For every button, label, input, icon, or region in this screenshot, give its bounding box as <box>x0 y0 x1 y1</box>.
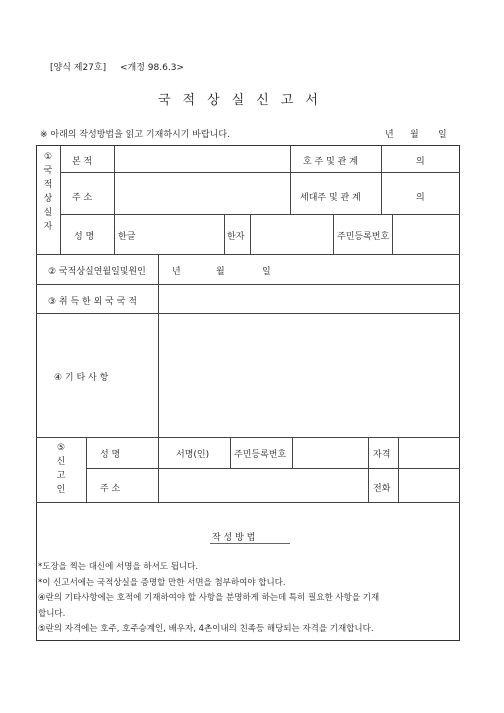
section5-side-char: 신 <box>56 457 66 467</box>
section5-side-char: 인 <box>56 485 66 495</box>
address-label: 주 소 <box>72 193 93 203</box>
loss-date-label: ② 국적상실연월일및원인 <box>48 267 146 277</box>
household-relation-field[interactable] <box>382 174 412 213</box>
section5-side-label <box>36 441 86 497</box>
section1-number: ① <box>43 152 53 162</box>
reporter-id-label: 주민등록번호 <box>234 450 287 460</box>
row-divider <box>36 254 460 255</box>
household-head-relation-label: 호 주 및 관 계 <box>303 157 358 167</box>
reporter-qualification-label: 자격 <box>373 450 391 460</box>
col-divider <box>230 437 231 468</box>
loss-date-field[interactable] <box>159 256 459 283</box>
address-field[interactable] <box>115 174 289 213</box>
col-divider <box>290 145 291 214</box>
revision-note: <개정 98.6.3> <box>120 63 184 73</box>
resident-id-field[interactable] <box>393 216 459 253</box>
household-head-field[interactable] <box>382 147 412 171</box>
reporter-signature-label: 서명(인) <box>176 450 210 460</box>
col-divider <box>333 214 334 254</box>
instruction-item: ④란의 기타사항에는 호적에 기재하여야 할 사항을 분명하게 하는데 특히 필요한 사항을 기재 <box>38 593 380 603</box>
row-divider <box>60 214 460 215</box>
loss-date-day: 일 <box>262 267 271 277</box>
col-divider <box>60 145 61 254</box>
reporter-address-label: 주 소 <box>100 484 121 494</box>
row-divider <box>86 468 460 469</box>
instruction-item: 합니다. <box>38 609 66 619</box>
reporter-name-label: 성 명 <box>100 450 121 460</box>
reporter-phone-field[interactable] <box>399 470 459 501</box>
section1-side-label <box>36 150 60 234</box>
instruction-notice: ※ 아래의 작성방법을 읽고 기재하시기 바랍니다. <box>40 130 230 140</box>
origin-field[interactable] <box>115 147 289 171</box>
date-month-label: 월 <box>410 130 419 140</box>
row-divider <box>60 172 460 173</box>
date-year-label: 년 <box>385 130 394 140</box>
col-divider <box>224 214 225 254</box>
name-hanja-field[interactable] <box>251 216 332 253</box>
row-divider <box>36 284 460 285</box>
section1-side-char: 자 <box>43 222 53 232</box>
section1-side-char: 국 <box>43 166 53 176</box>
name-hangul-field[interactable] <box>140 216 223 253</box>
name-label: 성 명 <box>74 232 95 242</box>
section1-side-char: 실 <box>43 208 53 218</box>
row-divider <box>36 437 460 438</box>
household-relation-label: 세대주 및 관 계 <box>300 193 361 203</box>
col-divider <box>114 214 115 254</box>
instruction-item: ⑤란의 자격에는 호주, 호주승계인, 배우자, 4촌이내의 친족등 해당되는 자격을 기재합니다. <box>38 624 374 634</box>
household-head-suffix: 의 <box>416 157 425 167</box>
loss-date-month: 월 <box>216 267 225 277</box>
section5-number: ⑤ <box>56 443 66 453</box>
acquired-nationality-field[interactable] <box>159 286 459 312</box>
col-divider <box>86 437 87 502</box>
row-divider <box>36 502 460 503</box>
name-hanja-label: 한자 <box>227 232 245 242</box>
reporter-phone-label: 전화 <box>373 484 391 494</box>
section1-side-char: 상 <box>43 194 53 204</box>
name-hangul-label: 한글 <box>118 232 136 242</box>
other-matters-field[interactable] <box>159 315 459 436</box>
section5-side-char: 고 <box>56 471 66 481</box>
row-divider <box>36 313 460 314</box>
loss-date-year: 년 <box>172 267 181 277</box>
household-relation-suffix: 의 <box>416 193 425 203</box>
other-matters-label: ④ 기 타 사 항 <box>54 373 109 383</box>
instructions-heading-underline <box>210 543 290 544</box>
date-day-label: 일 <box>438 130 447 140</box>
form-number: [양식 제27호] <box>50 63 107 73</box>
acquired-nationality-label: ③ 취 득 한 외 국 국 적 <box>48 297 137 307</box>
col-divider <box>368 437 369 502</box>
instructions-heading: 작 성 방 법 <box>212 533 256 543</box>
reporter-id-field[interactable] <box>293 439 367 467</box>
page-title: 국적상실신고서 <box>158 93 330 108</box>
instruction-item: *도장을 찍는 대신에 서명을 하셔도 됩니다. <box>38 562 199 572</box>
reporter-qualification-field[interactable] <box>399 439 459 467</box>
section1-side-char: 적 <box>43 180 53 190</box>
origin-label: 본 적 <box>72 157 93 167</box>
instruction-item: *이 신고서에는 국적상실을 증명할 만한 서면을 첨부하여야 합니다. <box>38 578 286 588</box>
reporter-address-field[interactable] <box>159 470 367 501</box>
resident-id-label: 주민등록번호 <box>337 232 390 242</box>
